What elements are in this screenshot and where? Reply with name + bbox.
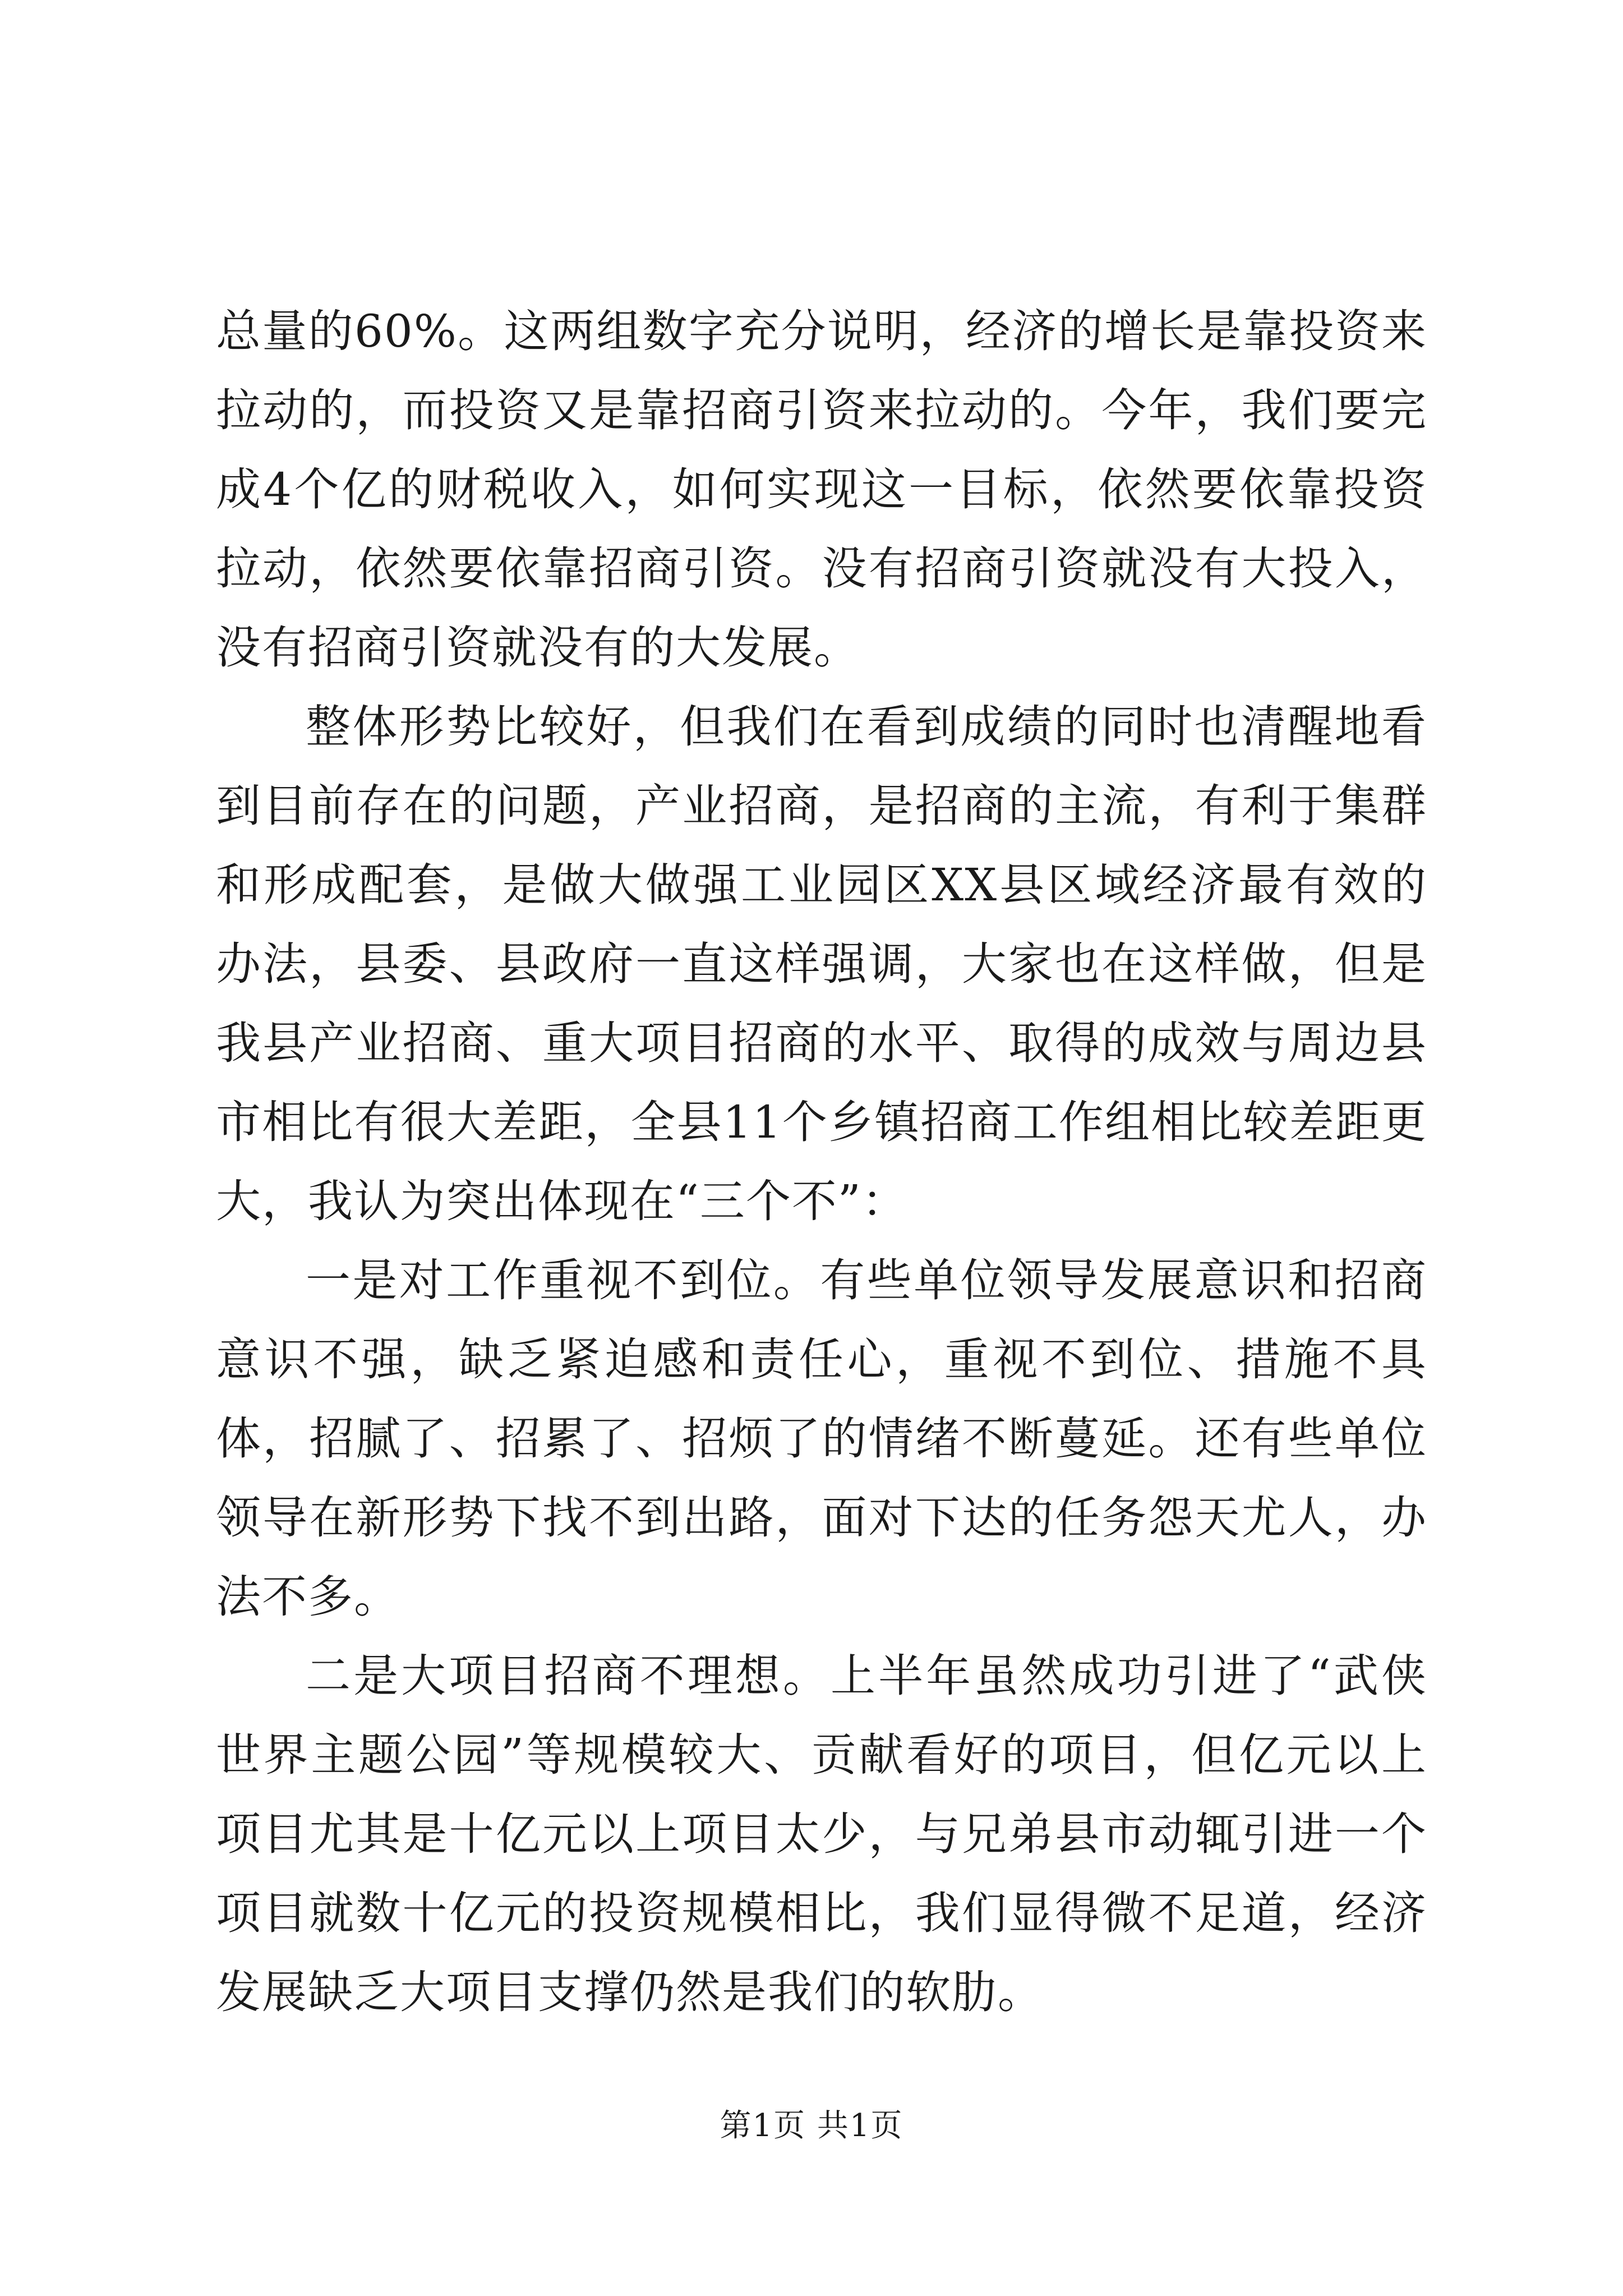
paragraph-2: 整体形势比较好，但我们在看到成绩的同时也清醒地看到目前存在的问题，产业招商，是招商的主流，有利于集群和形成配套，是做大做强工业园区XX县区域经济最有效的办法，县委、县政府一直这样强调，大家也在这样做，但是我县产业招商、重大项目招商的水平、取得的成效与周边县市相比有很大差距，全县11个乡镇招商工作组相比较差距更大，我认为突出体现在“三个不”： [216,701,1427,1227]
document-body [216,292,1427,2032]
page-footer: 第1页 共1页 [720,2108,903,2144]
paragraph-1: 总量的60%。这两组数字充分说明，经济的增长是靠投资来拉动的，而投资又是靠招商引资来拉动的。今年，我们要完成4个亿的财税收入，如何实现这一目标，依然要依靠投资拉动，依然要依靠招商引资。没有招商引资就没有大投入，没有招商引资就没有的大发展。 [216,305,1427,674]
paragraph-3: 一是对工作重视不到位。有些单位领导发展意识和招商意识不强，缺乏紧迫感和责任心，重视不到位、措施不具体，招腻了、招累了、招烦了的情绪不断蔓延。还有些单位领导在新形势下找不到出路，面对下达的任务怨天尤人，办法不多。 [216,1254,1427,1623]
paragraph-4: 二是大项目招商不理想。上半年虽然成功引进了“武侠世界主题公园”等规模较大、贡献看好的项目，但亿元以上项目尤其是十亿元以上项目太少，与兄弟县市动辄引进一个项目就数十亿元的投资规模相比，我们显得微不足道，经济发展缺乏大项目支撑仍然是我们的软肋。 [216,1650,1427,2018]
